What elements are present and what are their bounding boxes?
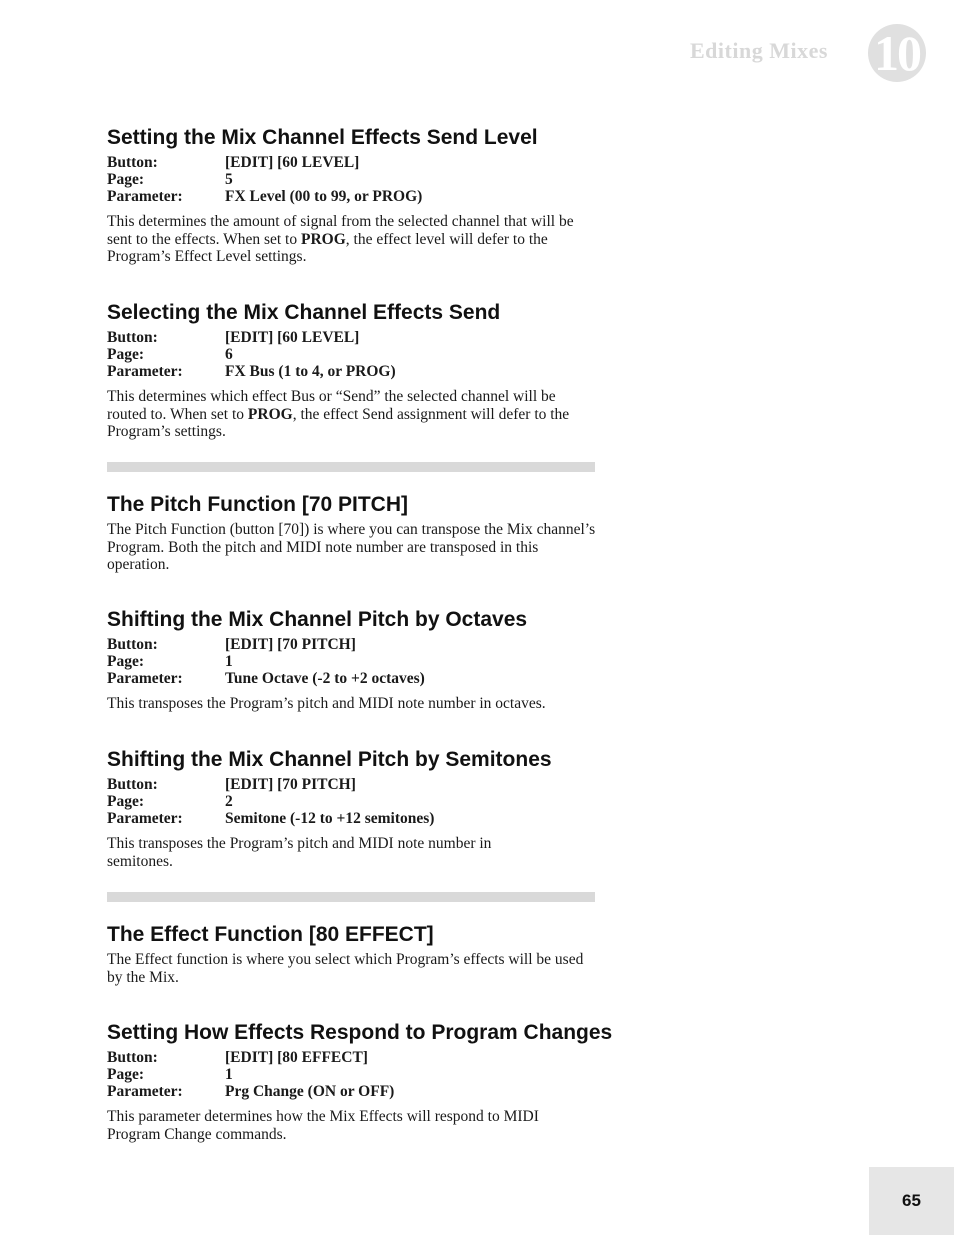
param-table	[107, 154, 647, 205]
param-row	[107, 188, 647, 205]
param-value: Semitone (-12 to +12 semitones)	[225, 810, 435, 827]
section-description: This transposes the Program’s pitch and MIDI note number in octaves.	[107, 695, 546, 712]
param-value: FX Bus (1 to 4, or PROG)	[225, 363, 396, 380]
param-table	[107, 776, 647, 827]
param-value: 5	[225, 171, 233, 188]
param-row	[107, 346, 647, 363]
param-row	[107, 1083, 647, 1100]
section-description: This transposes the Program’s pitch and MIDI note number in semitones.	[107, 835, 492, 870]
chapter-badge	[868, 24, 926, 82]
section-heading: Setting the Mix Channel Effects Send Level	[107, 126, 538, 149]
section-description: This determines the amount of signal from the selected channel that will be sent to the effects. When set to PROG, the effect level will defer to the Program’s Effect Level settings.	[107, 213, 574, 265]
param-key: Parameter:	[107, 188, 183, 205]
param-key: Button:	[107, 776, 158, 793]
param-table	[107, 329, 647, 380]
section-description: This parameter determines how the Mix Effects will respond to MIDI Program Change commands.	[107, 1108, 539, 1143]
param-value: 2	[225, 793, 233, 810]
param-value: [EDIT] [80 EFFECT]	[225, 1049, 368, 1066]
param-key: Page:	[107, 346, 145, 363]
param-value: Tune Octave (-2 to +2 octaves)	[225, 670, 425, 687]
param-value: 1	[225, 1066, 233, 1083]
param-key: Parameter:	[107, 810, 183, 827]
chapter-title: Editing Mixes	[690, 38, 828, 63]
section-pitch-octaves	[107, 608, 647, 728]
param-key: Parameter:	[107, 670, 183, 687]
section-heading: The Pitch Function [70 PITCH]	[107, 493, 409, 516]
page-number-box	[869, 1167, 954, 1235]
param-row	[107, 653, 647, 670]
section-heading: Selecting the Mix Channel Effects Send	[107, 301, 501, 324]
param-row	[107, 1066, 647, 1083]
param-row	[107, 793, 647, 810]
param-row	[107, 810, 647, 827]
param-key: Button:	[107, 1049, 158, 1066]
param-key: Button:	[107, 636, 158, 653]
section-heading: The Effect Function [80 EFFECT]	[107, 923, 434, 946]
param-row	[107, 1049, 647, 1066]
param-key: Button:	[107, 329, 158, 346]
param-table	[107, 636, 647, 687]
param-key: Parameter:	[107, 1083, 183, 1100]
param-value: [EDIT] [60 LEVEL]	[225, 329, 360, 346]
section-heading: Setting How Effects Respond to Program Changes	[107, 1021, 613, 1044]
param-value: 1	[225, 653, 233, 670]
param-row	[107, 329, 647, 346]
param-row	[107, 670, 647, 687]
param-value: [EDIT] [60 LEVEL]	[225, 154, 360, 171]
param-row	[107, 154, 647, 171]
section-heading: Shifting the Mix Channel Pitch by Semitones	[107, 748, 552, 771]
param-value: FX Level (00 to 99, or PROG)	[225, 188, 423, 205]
param-value: Prg Change (ON or OFF)	[225, 1083, 395, 1100]
param-key: Button:	[107, 154, 158, 171]
param-row	[107, 171, 647, 188]
section-pitch-function	[107, 493, 647, 589]
section-pitch-semitones	[107, 748, 647, 886]
section-fx-send-level	[107, 126, 647, 281]
page-number: 65	[902, 1191, 921, 1210]
section-description: This determines which effect Bus or “Send” the selected channel will be routed to. When set to PROG, the effect Send assignment will defer to the Program’s settings.	[107, 388, 570, 440]
param-key: Page:	[107, 1066, 145, 1083]
section-effects-program-change	[107, 1021, 647, 1159]
section-fx-send	[107, 301, 647, 456]
param-key: Parameter:	[107, 363, 183, 380]
section-divider	[107, 892, 595, 902]
param-key: Page:	[107, 653, 145, 670]
param-row	[107, 363, 647, 380]
param-key: Page:	[107, 793, 145, 810]
param-key: Page:	[107, 171, 145, 188]
param-row	[107, 776, 647, 793]
param-row	[107, 636, 647, 653]
section-description: The Pitch Function (button [70]) is where you can transpose the Mix channel’s Program. Both the pitch and MIDI note number are transposed in this operation.	[107, 521, 596, 573]
param-value: 6	[225, 346, 233, 363]
param-value: [EDIT] [70 PITCH]	[225, 776, 356, 793]
param-value: [EDIT] [70 PITCH]	[225, 636, 356, 653]
param-table	[107, 1049, 647, 1100]
section-effect-function	[107, 923, 647, 1002]
section-divider	[107, 462, 595, 472]
chapter-number: 10	[874, 25, 920, 81]
section-description: The Effect function is where you select which Program’s effects will be used by the Mix.	[107, 951, 584, 986]
section-heading: Shifting the Mix Channel Pitch by Octaves	[107, 608, 528, 631]
